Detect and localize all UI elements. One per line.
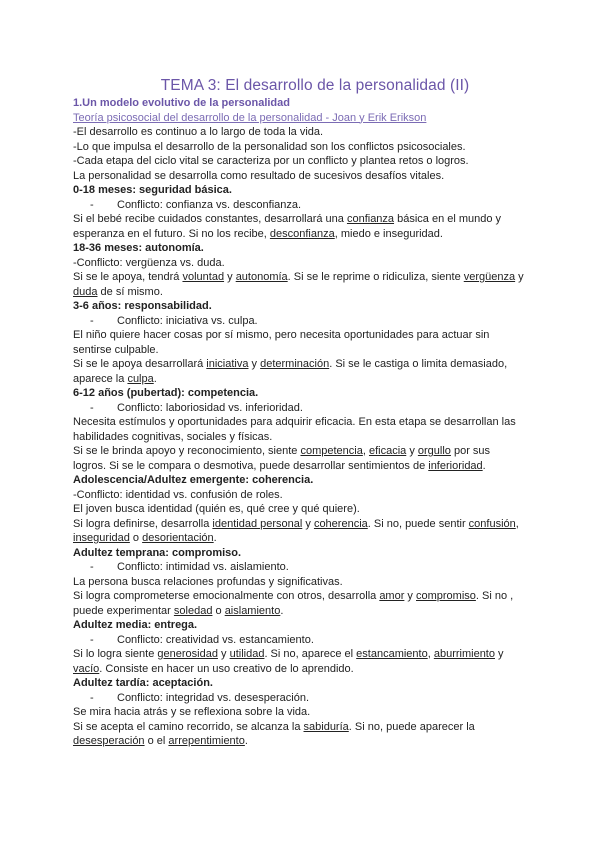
- conflict-line: -Conflicto: vergüenza vs. duda.: [73, 256, 225, 269]
- intro-line: -Cada etapa del ciclo vital se caracteriza por un conflicto y plantea retos o logros.: [73, 155, 469, 167]
- bullet-dash: -: [90, 198, 94, 211]
- bullet-dash: -: [90, 401, 94, 414]
- paragraph-line: Si se le apoya, tendrá voluntad y autonomía. Si se le reprime o ridiculiza, siente vergüenza y: [73, 271, 524, 283]
- conflict-text: Conflicto: integridad vs. desesperación.: [117, 691, 309, 704]
- paragraph-line: Si se le brinda apoyo y reconocimiento, siente competencia, eficacia y orgullo por sus: [73, 445, 491, 457]
- stage-heading: Adolescencia/Adultez emergente: coherencia.: [73, 474, 314, 486]
- paragraph-line: logros. Si se le compara o desmotiva, puede desarrollar sentimientos de inferioridad.: [73, 459, 486, 472]
- bullet-dash: -: [90, 691, 94, 704]
- bullet-dash: -: [90, 314, 94, 327]
- erikson-theory-link[interactable]: Teoría psicosocial del desarrollo de la personalidad - Joan y Erik Erikson: [73, 111, 427, 124]
- paragraph-line: desesperación o el arrepentimiento.: [73, 735, 248, 747]
- paragraph-line: Se mira hacia atrás y se reflexiona sobre la vida.: [73, 706, 311, 718]
- paragraph-line: Si se acepta el camino recorrido, se alcanza la sabiduría. Si no, puede aparecer la: [73, 720, 475, 733]
- stage-heading: Adultez tardía: aceptación.: [73, 677, 213, 689]
- paragraph-line: inseguridad o desorientación.: [73, 532, 217, 544]
- intro-line: -Lo que impulsa el desarrollo de la personalidad son los conflictos psicosociales.: [73, 140, 466, 153]
- conflict-bullet: [73, 314, 543, 329]
- paragraph-line: El joven busca identidad (quién es, qué cree y qué quiere).: [73, 503, 360, 515]
- paragraph-line: esperanza en el futuro. Si no los recibe, desconfianza, miedo e inseguridad.: [73, 227, 443, 240]
- stage-heading: 0-18 meses: seguridad básica.: [73, 184, 232, 196]
- document-content: [73, 76, 543, 749]
- intro-line: -El desarrollo es continuo a lo largo de toda la vida.: [73, 126, 324, 138]
- paragraph-line: puede experimentar soledad o aislamiento.: [73, 604, 284, 617]
- paragraph-line: habilidades cognitivas, sociales y físicas.: [73, 430, 273, 443]
- paragraph-line: Si logra comprometerse emocionalmente con otros, desarrolla amor y compromiso. Si no ,: [73, 590, 514, 602]
- paragraph-line: El niño quiere hacer cosas por sí mismo, pero necesita oportunidades para actuar sin: [73, 329, 490, 341]
- paragraph-line: La persona busca relaciones profundas y significativas.: [73, 575, 343, 588]
- paragraph-line: sentirse culpable.: [73, 343, 159, 356]
- paragraph-line: Si se le apoya desarrollará iniciativa y determinación. Si se le castiga o limita demasiado,: [73, 358, 508, 370]
- conflict-text: Conflicto: confianza vs. desconfianza.: [117, 198, 302, 211]
- paragraph-line: Si el bebé recibe cuidados constantes, desarrollará una confianza básica en el mundo y: [73, 213, 502, 225]
- stage-heading: 6-12 años (pubertad): competencia.: [73, 387, 259, 399]
- conflict-bullet: [73, 401, 543, 416]
- conflict-bullet: [73, 633, 543, 648]
- stage-heading: 18-36 meses: autonomía.: [73, 242, 204, 254]
- conflict-text: Conflicto: intimidad vs. aislamiento.: [117, 561, 289, 573]
- conflict-bullet: [73, 691, 543, 706]
- stage-heading: Adultez temprana: compromiso.: [73, 546, 242, 559]
- paragraph-line: duda de sí mismo.: [73, 285, 163, 298]
- paragraph-line: vacío. Consiste en hacer un uso creativo de lo aprendido.: [73, 662, 354, 675]
- conflict-line: -Conflicto: identidad vs. confusión de roles.: [73, 488, 283, 501]
- conflict-text: Conflicto: iniciativa vs. culpa.: [117, 314, 258, 327]
- conflict-bullet: [73, 560, 543, 575]
- stage-heading: Adultez media: entrega.: [73, 619, 198, 631]
- stage-heading: 3-6 años: responsabilidad.: [73, 300, 212, 312]
- conflict-bullet: [73, 198, 543, 213]
- conflict-text: Conflicto: creatividad vs. estancamiento.: [117, 633, 314, 646]
- bullet-dash: -: [90, 561, 94, 573]
- paragraph-line: Necesita estímulos y oportunidades para adquirir eficacia. En esta etapa se desarrollan las: [73, 416, 516, 428]
- conflict-text: Conflicto: laboriosidad vs. inferioridad.: [117, 401, 303, 414]
- section-subtitle: 1.Un modelo evolutivo de la personalidad: [73, 97, 290, 109]
- paragraph-line: Si lo logra siente generosidad y utilidad. Si no, aparece el estancamiento, aburrimiento y: [73, 648, 504, 660]
- paragraph-line: aparece la culpa.: [73, 372, 157, 385]
- paragraph-line: Si logra definirse, desarrolla identidad personal y coherencia. Si no, puede sentir confusión,: [73, 517, 519, 530]
- bullet-dash: -: [90, 633, 94, 646]
- page-title: TEMA 3: El desarrollo de la personalidad (II): [160, 77, 470, 94]
- intro-line: La personalidad se desarrolla como resultado de sucesivos desafíos vitales.: [73, 169, 445, 182]
